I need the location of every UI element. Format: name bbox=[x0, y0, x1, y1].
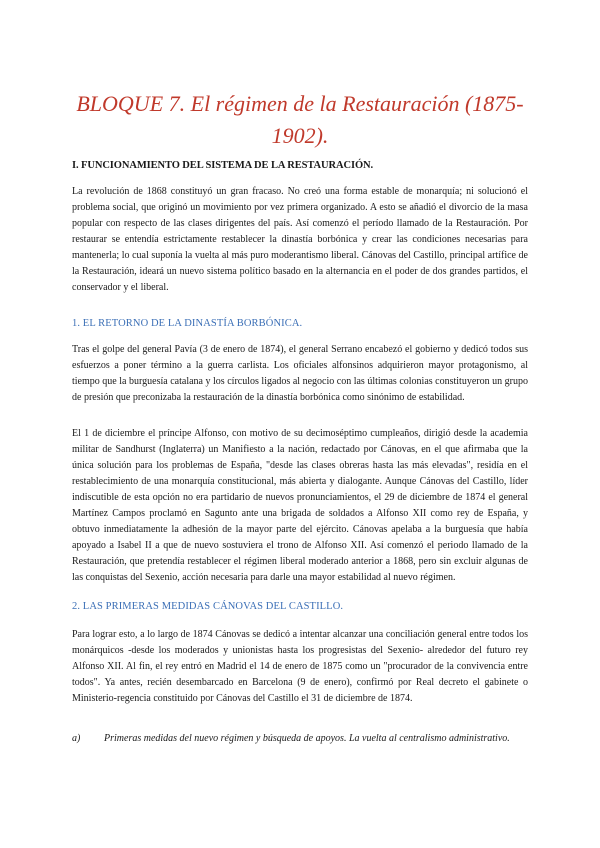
document-title: BLOQUE 7. El régimen de la Restauración (1875-1902). bbox=[76, 91, 524, 148]
section-heading: I. FUNCIONAMIENTO DEL SISTEMA DE LA RESTAURACIÓN. bbox=[72, 160, 374, 171]
paragraph-intro: La revolución de 1868 constituyó un gran fracaso. No creó una forma estable de monarquía; ni solucionó el problema social, que originó un movimiento por vez primera organizado. A esto se añadió el divorcio de la masa popular con respecto de las clases dirigentes del país. Así comenzó el período llamado de la Restauración. Por restaurar se entendía estrictamente restablecer la dinastía borbónica y crear las condiciones necesarias para mantenerla; lo cual suponía la vuelta al más puro moderantismo liberal. Cánovas del Castillo, principal artífice de la Restauración, ideará un nuevo sistema político basado en la alternancia en el poder de dos grandes partidos, el conservador y el liberal. bbox=[72, 186, 528, 293]
paragraph-alfonso: El 1 de diciembre el príncipe Alfonso, con motivo de su decimoséptimo cumpleaños, dirigió desde la academia militar de Sandhurst (Inglaterra) un Manifiesto a la nación, redactado por Cánovas, en el que afirmaba que la única solución para los problemas de España, "desde las clases obreras hasta las más elevadas", residía en el restablecimiento de una monarquía constitucional, más abierta y dialogante. Aunque Cánovas del Castillo, líder indiscutible de esta opción no era partidario de nuevos pronunciamientos, el 29 de diciembre de 1874 el general Martínez Campos proclamó en Sagunto ante una brigada de soldados a Alfonso XII como rey de España, y obtuvo inmediatamente la adhesión de la mayor parte del ejército. Cánovas apelaba a la burguesía que había apoyado a Isabel II a que de nuevo sostuviera el trono de Alfonso XII. Así comenzó el periodo llamado de la Restauración, que pretendía restablecer el régimen liberal moderado anterior a 1868, pero sin excluir algunas de las conquistas del Sexenio, acción necesaria para darle una mayor estabilidad al nuevo régimen. bbox=[72, 428, 528, 583]
subheading-retorno: 1. EL RETORNO DE LA DINASTÍA BORBÓNICA. bbox=[72, 318, 303, 329]
paragraph-conciliacion: Para lograr esto, a lo largo de 1874 Cánovas se dedicó a intentar alcanzar una conciliación general entre todos los monárquicos -desde los moderados y unionistas hasta los progresistas del Sexenio- alrededor del futuro rey Alfonso XII. Al fin, el rey entró en Madrid el 14 de enero de 1875 como un "procurador de la convivencia entre todos". Ya antes, recién desembarcado en Barcelona (9 de enero), confirmó por Real decreto el gabinete o Ministerio-regencia constituido por Cánovas del Castillo el 31 de diciembre de 1874. bbox=[72, 629, 528, 704]
list-item-text: Primeras medidas del nuevo régimen y búsqueda de apoyos. La vuelta al centralismo administrativo. bbox=[104, 733, 510, 744]
subheading-medidas: 2. LAS PRIMERAS MEDIDAS CÁNOVAS DEL CASTILLO. bbox=[72, 601, 344, 612]
paragraph-pavia: Tras el golpe del general Pavía (3 de enero de 1874), el general Serrano encabezó el gobierno y dedicó todos sus esfuerzos a poner término a la guerra carlista. Los oficiales alfonsinos adquirieron mayor protagonismo, al tiempo que la burguesía catalana y los círculos ligados al negocio con las últimas colonias constituyeron un grupo de presión que preconizaba la restauración de la dinastía borbónica como sinónimo de estabilidad. bbox=[72, 344, 528, 403]
list-item-label: a) bbox=[72, 733, 81, 744]
